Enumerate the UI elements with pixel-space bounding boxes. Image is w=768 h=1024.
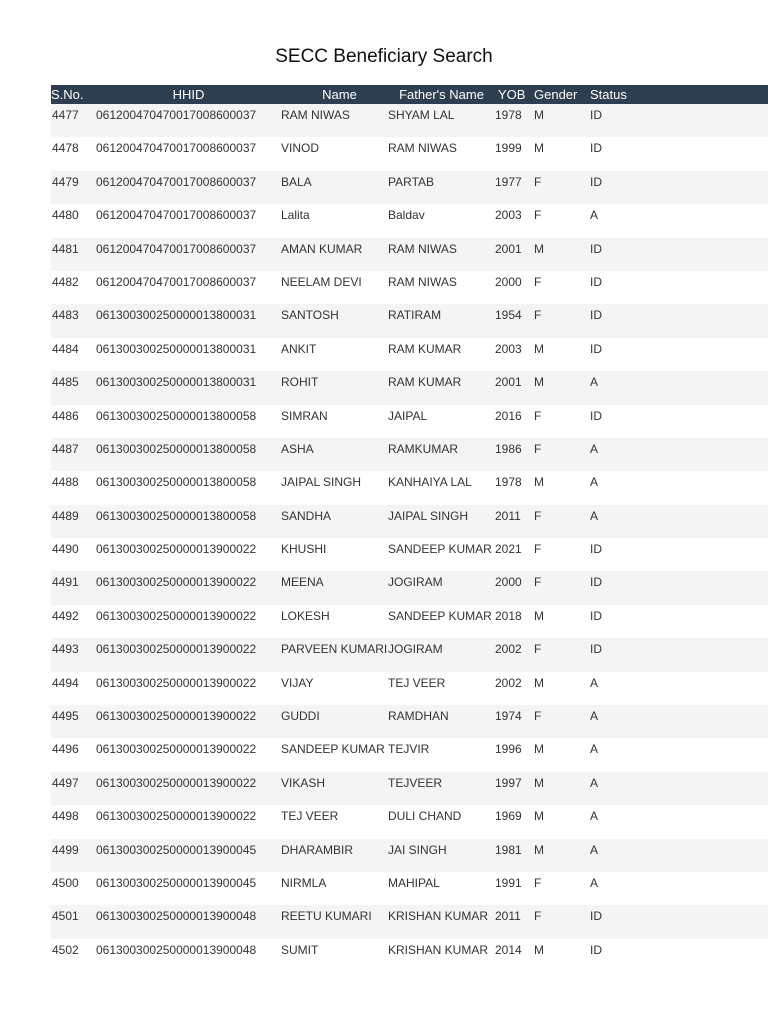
cell-name: VINOD [281,141,320,156]
cell-status: A [590,441,599,456]
cell-hhid: 061300300250000013800058 [96,408,257,423]
table-row [51,605,768,638]
cell-fathers-name: RATIRAM [388,308,442,323]
cell-yob: 2016 [495,408,522,423]
table-row [51,171,768,204]
table-row [51,505,768,538]
cell-name: MEENA [281,575,324,590]
column-header-name[interactable]: Name [322,87,357,102]
cell-gender: F [534,441,542,456]
table-row [51,839,768,872]
cell-status: A [590,208,599,223]
cell-status: A [590,475,599,490]
cell-fathers-name: RAM NIWAS [388,274,457,289]
cell-yob: 1977 [495,174,522,189]
cell-hhid: 061300300250000013900045 [96,875,257,890]
cell-sno: 4479 [52,174,79,189]
cell-status: ID [590,241,602,256]
table-row [51,471,768,504]
cell-fathers-name: RAMDHAN [388,709,449,724]
cell-hhid: 061200470470017008600037 [96,274,257,289]
cell-hhid: 061300300250000013900022 [96,675,257,690]
cell-gender: F [534,174,542,189]
cell-yob: 2000 [495,274,522,289]
cell-status: ID [590,341,602,356]
cell-sno: 4500 [52,875,79,890]
cell-gender: F [534,542,542,557]
cell-fathers-name: RAM NIWAS [388,241,457,256]
cell-sno: 4499 [52,842,79,857]
cell-sno: 4498 [52,809,79,824]
cell-hhid: 061300300250000013900022 [96,709,257,724]
cell-name: PARVEEN KUMARI [281,642,388,657]
cell-name: JAIPAL SINGH [281,475,362,490]
column-header-yob[interactable]: YOB [498,87,526,102]
cell-name: Lalita [281,208,310,223]
cell-yob: 1969 [495,809,522,824]
cell-status: A [590,875,599,890]
cell-hhid: 061300300250000013800058 [96,508,257,523]
cell-name: ASHA [281,441,314,456]
cell-gender: F [534,408,542,423]
cell-status: A [590,375,599,390]
cell-fathers-name: JAIPAL [388,408,428,423]
cell-fathers-name: SANDEEP KUMAR [388,542,492,557]
cell-yob: 2002 [495,642,522,657]
cell-hhid: 061300300250000013900022 [96,809,257,824]
table-row [51,238,768,271]
page-title: SECC Beneficiary Search [275,46,493,67]
cell-status: ID [590,408,602,423]
cell-name: SUMIT [281,942,319,957]
column-header-fathers-name[interactable]: Father's Name [399,87,484,102]
cell-gender: M [534,241,544,256]
cell-gender: M [534,675,544,690]
cell-name: VIKASH [281,775,326,790]
cell-hhid: 061200470470017008600037 [96,241,257,256]
cell-status: A [590,508,599,523]
table-row [51,204,768,237]
cell-name: KHUSHI [281,542,327,557]
cell-yob: 2002 [495,675,522,690]
cell-yob: 2000 [495,575,522,590]
cell-gender: M [534,341,544,356]
cell-sno: 4496 [52,742,79,757]
cell-status: ID [590,274,602,289]
cell-sno: 4502 [52,942,79,957]
cell-fathers-name: PARTAB [388,174,435,189]
cell-sno: 4482 [52,274,79,289]
cell-sno: 4494 [52,675,79,690]
cell-sno: 4481 [52,241,79,256]
cell-fathers-name: KRISHAN KUMAR [388,942,489,957]
cell-hhid: 061200470470017008600037 [96,208,257,223]
cell-yob: 2014 [495,942,522,957]
cell-name: BALA [281,174,312,189]
cell-fathers-name: RAM NIWAS [388,141,457,156]
cell-name: AMAN KUMAR [281,241,363,256]
cell-status: ID [590,642,602,657]
cell-yob: 1986 [495,441,522,456]
table-row [51,738,768,771]
cell-fathers-name: RAM KUMAR [388,341,462,356]
cell-fathers-name: SANDEEP KUMAR [388,608,492,623]
cell-sno: 4497 [52,775,79,790]
cell-fathers-name: Baldav [388,208,425,223]
table-row [51,872,768,905]
cell-hhid: 061300300250000013900022 [96,775,257,790]
cell-hhid: 061300300250000013900022 [96,742,257,757]
cell-gender: M [534,141,544,156]
cell-fathers-name: TEJVEER [388,775,443,790]
cell-sno: 4492 [52,608,79,623]
cell-name: REETU KUMARI [281,909,372,924]
cell-yob: 1991 [495,875,522,890]
table-row [51,371,768,404]
cell-gender: M [534,809,544,824]
cell-fathers-name: JOGIRAM [388,575,443,590]
cell-sno: 4480 [52,208,79,223]
cell-hhid: 061300300250000013900048 [96,909,257,924]
cell-status: ID [590,174,602,189]
cell-hhid: 061200470470017008600037 [96,141,257,156]
table-row [51,772,768,805]
cell-yob: 2001 [495,241,522,256]
cell-sno: 4490 [52,542,79,557]
cell-yob: 1954 [495,308,522,323]
table-row [51,271,768,304]
cell-yob: 1978 [495,108,522,122]
table-row [51,538,768,571]
cell-name: NEELAM DEVI [281,274,362,289]
cell-gender: F [534,642,542,657]
cell-sno: 4486 [52,408,79,423]
table-row [51,638,768,671]
cell-status: ID [590,575,602,590]
cell-yob: 1974 [495,709,522,724]
cell-sno: 4488 [52,475,79,490]
cell-name: SANDHA [281,508,332,523]
table-row [51,805,768,838]
table-row [51,104,768,137]
table-row [51,438,768,471]
cell-status: A [590,742,599,757]
cell-name: SANDEEP KUMAR [281,742,385,757]
cell-name: SANTOSH [281,308,339,323]
cell-gender: M [534,842,544,857]
cell-fathers-name: MAHIPAL [388,875,440,890]
beneficiary-table [51,85,768,972]
cell-status: A [590,775,599,790]
cell-sno: 4484 [52,341,79,356]
table-header [51,85,768,104]
cell-fathers-name: RAM KUMAR [388,375,462,390]
cell-fathers-name: TEJ VEER [388,675,446,690]
cell-hhid: 061300300250000013900022 [96,542,257,557]
cell-yob: 1999 [495,141,522,156]
cell-name: LOKESH [281,608,330,623]
cell-yob: 1997 [495,775,522,790]
cell-fathers-name: JAI SINGH [388,842,447,857]
cell-status: ID [590,308,602,323]
cell-hhid: 061300300250000013800031 [96,375,257,390]
cell-name: VIJAY [281,675,314,690]
cell-yob: 2003 [495,208,522,223]
cell-name: NIRMLA [281,875,327,890]
cell-yob: 2011 [495,909,521,924]
cell-hhid: 061300300250000013800031 [96,308,257,323]
cell-sno: 4493 [52,642,79,657]
cell-sno: 4483 [52,308,79,323]
cell-fathers-name: TEJVIR [388,742,430,757]
cell-status: ID [590,108,602,122]
cell-gender: M [534,475,544,490]
cell-hhid: 061300300250000013900022 [96,642,257,657]
cell-status: ID [590,608,602,623]
cell-fathers-name: JOGIRAM [388,642,443,657]
cell-gender: M [534,608,544,623]
cell-hhid: 061300300250000013900048 [96,942,257,957]
column-header-gender[interactable]: Gender [534,87,578,102]
table-row [51,672,768,705]
table-row [51,304,768,337]
cell-fathers-name: DULI CHAND [388,809,462,824]
cell-sno: 4491 [52,575,79,590]
cell-gender: M [534,942,544,957]
cell-hhid: 061200470470017008600037 [96,174,257,189]
cell-status: A [590,809,599,824]
column-header-hhid[interactable]: HHID [172,87,205,102]
cell-name: RAM NIWAS [281,108,350,122]
cell-hhid: 061200470470017008600037 [96,108,257,122]
cell-gender: F [534,909,542,924]
cell-sno: 4485 [52,375,79,390]
table-body [51,104,768,972]
cell-yob: 2021 [495,542,522,557]
cell-name: ANKIT [281,341,317,356]
cell-status: ID [590,542,602,557]
cell-status: ID [590,942,602,957]
cell-gender: F [534,575,542,590]
cell-sno: 4477 [52,108,79,122]
cell-yob: 1978 [495,475,522,490]
cell-name: DHARAMBIR [281,842,354,857]
cell-yob: 2001 [495,375,522,390]
cell-sno: 4501 [52,909,79,924]
cell-hhid: 061300300250000013900045 [96,842,257,857]
cell-gender: M [534,375,544,390]
cell-hhid: 061300300250000013800058 [96,441,257,456]
column-header-sno[interactable]: S.No. [51,87,84,102]
cell-status: ID [590,909,602,924]
cell-status: A [590,842,599,857]
cell-gender: F [534,508,542,523]
cell-fathers-name: SHYAM LAL [388,108,455,122]
cell-fathers-name: JAIPAL SINGH [388,508,469,523]
cell-sno: 4487 [52,441,79,456]
table-row [51,571,768,604]
cell-hhid: 061300300250000013900022 [96,608,257,623]
cell-status: ID [590,141,602,156]
cell-yob: 2003 [495,341,522,356]
cell-fathers-name: RAMKUMAR [388,441,459,456]
cell-yob: 2011 [495,508,521,523]
cell-gender: F [534,208,542,223]
cell-gender: F [534,274,542,289]
table-row [51,705,768,738]
cell-gender: F [534,875,542,890]
column-header-status[interactable]: Status [590,87,627,102]
cell-yob: 1996 [495,742,522,757]
cell-hhid: 061300300250000013800058 [96,475,257,490]
table-row [51,939,768,972]
cell-name: ROHIT [281,375,319,390]
cell-hhid: 061300300250000013900022 [96,575,257,590]
cell-gender: M [534,775,544,790]
cell-name: TEJ VEER [281,809,339,824]
cell-sno: 4495 [52,709,79,724]
cell-gender: M [534,742,544,757]
cell-status: A [590,709,599,724]
cell-status: A [590,675,599,690]
cell-yob: 2018 [495,608,522,623]
table-row [51,338,768,371]
cell-gender: F [534,709,542,724]
cell-fathers-name: KANHAIYA LAL [388,475,472,490]
table-row [51,137,768,170]
cell-hhid: 061300300250000013800031 [96,341,257,356]
cell-sno: 4489 [52,508,79,523]
cell-gender: M [534,108,544,122]
cell-name: GUDDI [281,709,320,724]
cell-fathers-name: KRISHAN KUMAR [388,909,489,924]
cell-sno: 4478 [52,141,79,156]
cell-yob: 1981 [495,842,522,857]
cell-gender: F [534,308,542,323]
table-row [51,905,768,938]
cell-name: SIMRAN [281,408,328,423]
table-row [51,405,768,438]
